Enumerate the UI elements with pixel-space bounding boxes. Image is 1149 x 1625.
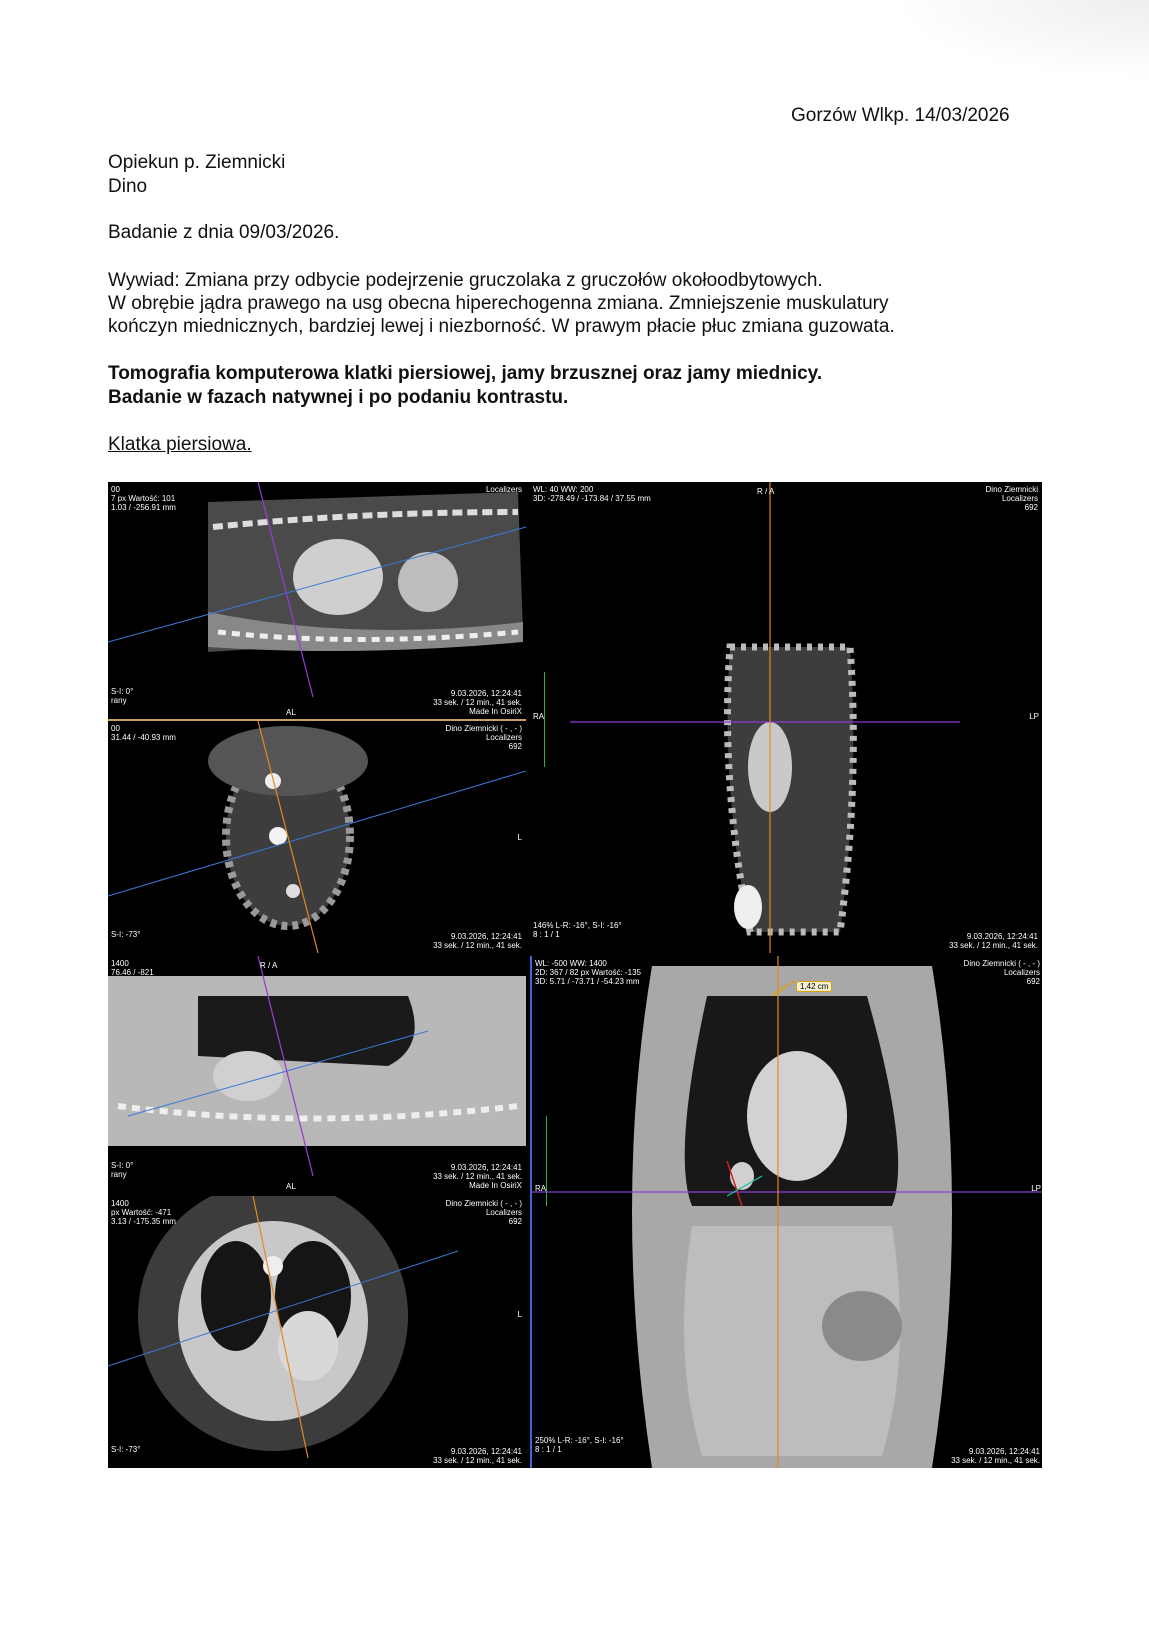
orientation-label: AL — [286, 708, 296, 717]
scale-ruler — [546, 1116, 553, 1206]
overlay-top-right: Dino Ziemnicki ( - , - ) Localizers 692 — [445, 1199, 522, 1226]
overlay-bottom-left: S-I: -73° — [111, 930, 141, 939]
ct-pane-coronal-lung — [530, 956, 1042, 1468]
overlay-bottom-right: 9.03.2026, 12:24:41 33 sek. / 12 min., 41 sek. — [433, 1447, 522, 1465]
page-shadow — [889, 0, 1149, 80]
ct-image-sagittal-lung — [108, 956, 526, 1193]
ct-pane-sagittal-soft — [108, 482, 526, 721]
place-date: Gorzów Wlkp. 14/03/2026 — [791, 105, 1010, 126]
history-line-3: kończyn miednicznych, bardziej lewej i niezborność. W prawym płacie płuc zmiana guzowata. — [108, 316, 895, 337]
overlay-bottom-right: 9.03.2026, 12:24:41 33 sek. / 12 min., 41 sek. — [951, 1447, 1040, 1465]
ct-image-axial-lung — [108, 1196, 526, 1468]
exam-date: Badanie z dnia 09/03/2026. — [108, 222, 340, 243]
patient-name: Dino — [108, 176, 148, 197]
ct-pane-axial-soft — [108, 721, 526, 953]
overlay-bottom-left: S-I: 0° rany — [111, 687, 134, 705]
ct-image-axial-soft — [108, 721, 526, 953]
overlay-top-left: 00 31.44 / -40.93 mm — [111, 724, 176, 742]
overlay-bottom-left: 250% L-R: -16°, S-I: -16° 8 : 1 / 1 — [535, 1436, 624, 1454]
history-line-1: Wywiad: Zmiana przy odbycie podejrzenie gruczolaka z gruczołów okołoodbytowych. — [108, 270, 823, 291]
ct-pane-axial-lung — [108, 1196, 526, 1468]
orientation-left: RA — [535, 1184, 547, 1193]
orientation-right: LP — [1029, 712, 1039, 721]
overlay-bottom-left: 146% L-R: -16°, S-I: -16° 8 : 1 / 1 — [533, 921, 622, 939]
section-heading: Klatka piersiowa. — [108, 434, 252, 455]
overlay-bottom-right: 9.03.2026, 12:24:41 33 sek. / 12 min., 41 sek. — [433, 932, 522, 950]
orientation-top: R / A — [757, 487, 775, 496]
overlay-top-left: WL: -500 WW: 1400 2D: 367 / 82 px Wartość: -135 3D: 5.71 / -73.71 / -54.23 mm — [535, 959, 641, 986]
ct-image-coronal-lung — [532, 956, 1042, 1468]
owner-name: Opiekun p. Ziemnicki — [108, 152, 286, 173]
overlay-top-left: 1400 76.46 / -821 — [111, 959, 154, 977]
orientation-label: AL — [286, 1182, 296, 1191]
ct-title-line-1: Tomografia komputerowa klatki piersiowej, jamy brzusznej oraz jamy miednicy. — [108, 363, 823, 384]
ct-title-line-2: Badanie w fazach natywnej i po podaniu kontrastu. — [108, 387, 569, 408]
orientation-label: L — [517, 833, 522, 842]
overlay-top-right: Dino Ziemnicki ( - , - ) Localizers 692 — [445, 724, 522, 751]
orientation-right: LP — [1031, 1184, 1041, 1193]
ct-image-coronal-soft — [530, 482, 1042, 953]
history-line-2: W obrębie jądra prawego na usg obecna hiperechogenna zmiana. Zmniejszenie muskulatury — [108, 293, 889, 314]
overlay-bottom-left: S-I: -73° — [111, 1445, 141, 1454]
orientation-label: L — [517, 1310, 522, 1319]
overlay-top-left: WL: 40 WW: 200 3D: -278.49 / -173.84 / 37.55 mm — [533, 485, 651, 503]
overlay-bottom-right: 9.03.2026, 12:24:41 33 sek. / 12 min., 41 sek. — [949, 932, 1038, 950]
orientation-top: R / A — [260, 961, 278, 970]
overlay-top-left: 00 7 px Wartość: 101 1.03 / -256.91 mm — [111, 485, 176, 512]
overlay-top-left: 1400 px Wartość: -471 3.13 / -175.35 mm — [111, 1199, 176, 1226]
overlay-top-right: Dino Ziemnicki ( - , - ) Localizers 692 — [963, 959, 1040, 986]
overlay-bottom-right: 9.03.2026, 12:24:41 33 sek. / 12 min., 41 sek. Made In OsiriX — [433, 689, 522, 716]
overlay-top-right: Localizers — [485, 485, 522, 494]
ct-pane-coronal-soft — [530, 482, 1042, 953]
overlay-bottom-left: S-I: 0° rany — [111, 1161, 134, 1179]
measurement-badge: 1,42 cm — [796, 981, 832, 992]
overlay-top-right: Dino Ziemnicki Localizers 692 — [985, 485, 1038, 512]
orientation-left: RA — [533, 712, 545, 721]
ct-scan-collage — [108, 482, 1042, 1468]
ct-pane-sagittal-lung — [108, 956, 526, 1193]
scale-ruler — [544, 672, 551, 767]
ct-image-sagittal-soft — [108, 482, 526, 719]
overlay-bottom-right: 9.03.2026, 12:24:41 33 sek. / 12 min., 41 sek. Made In OsiriX — [433, 1163, 522, 1190]
